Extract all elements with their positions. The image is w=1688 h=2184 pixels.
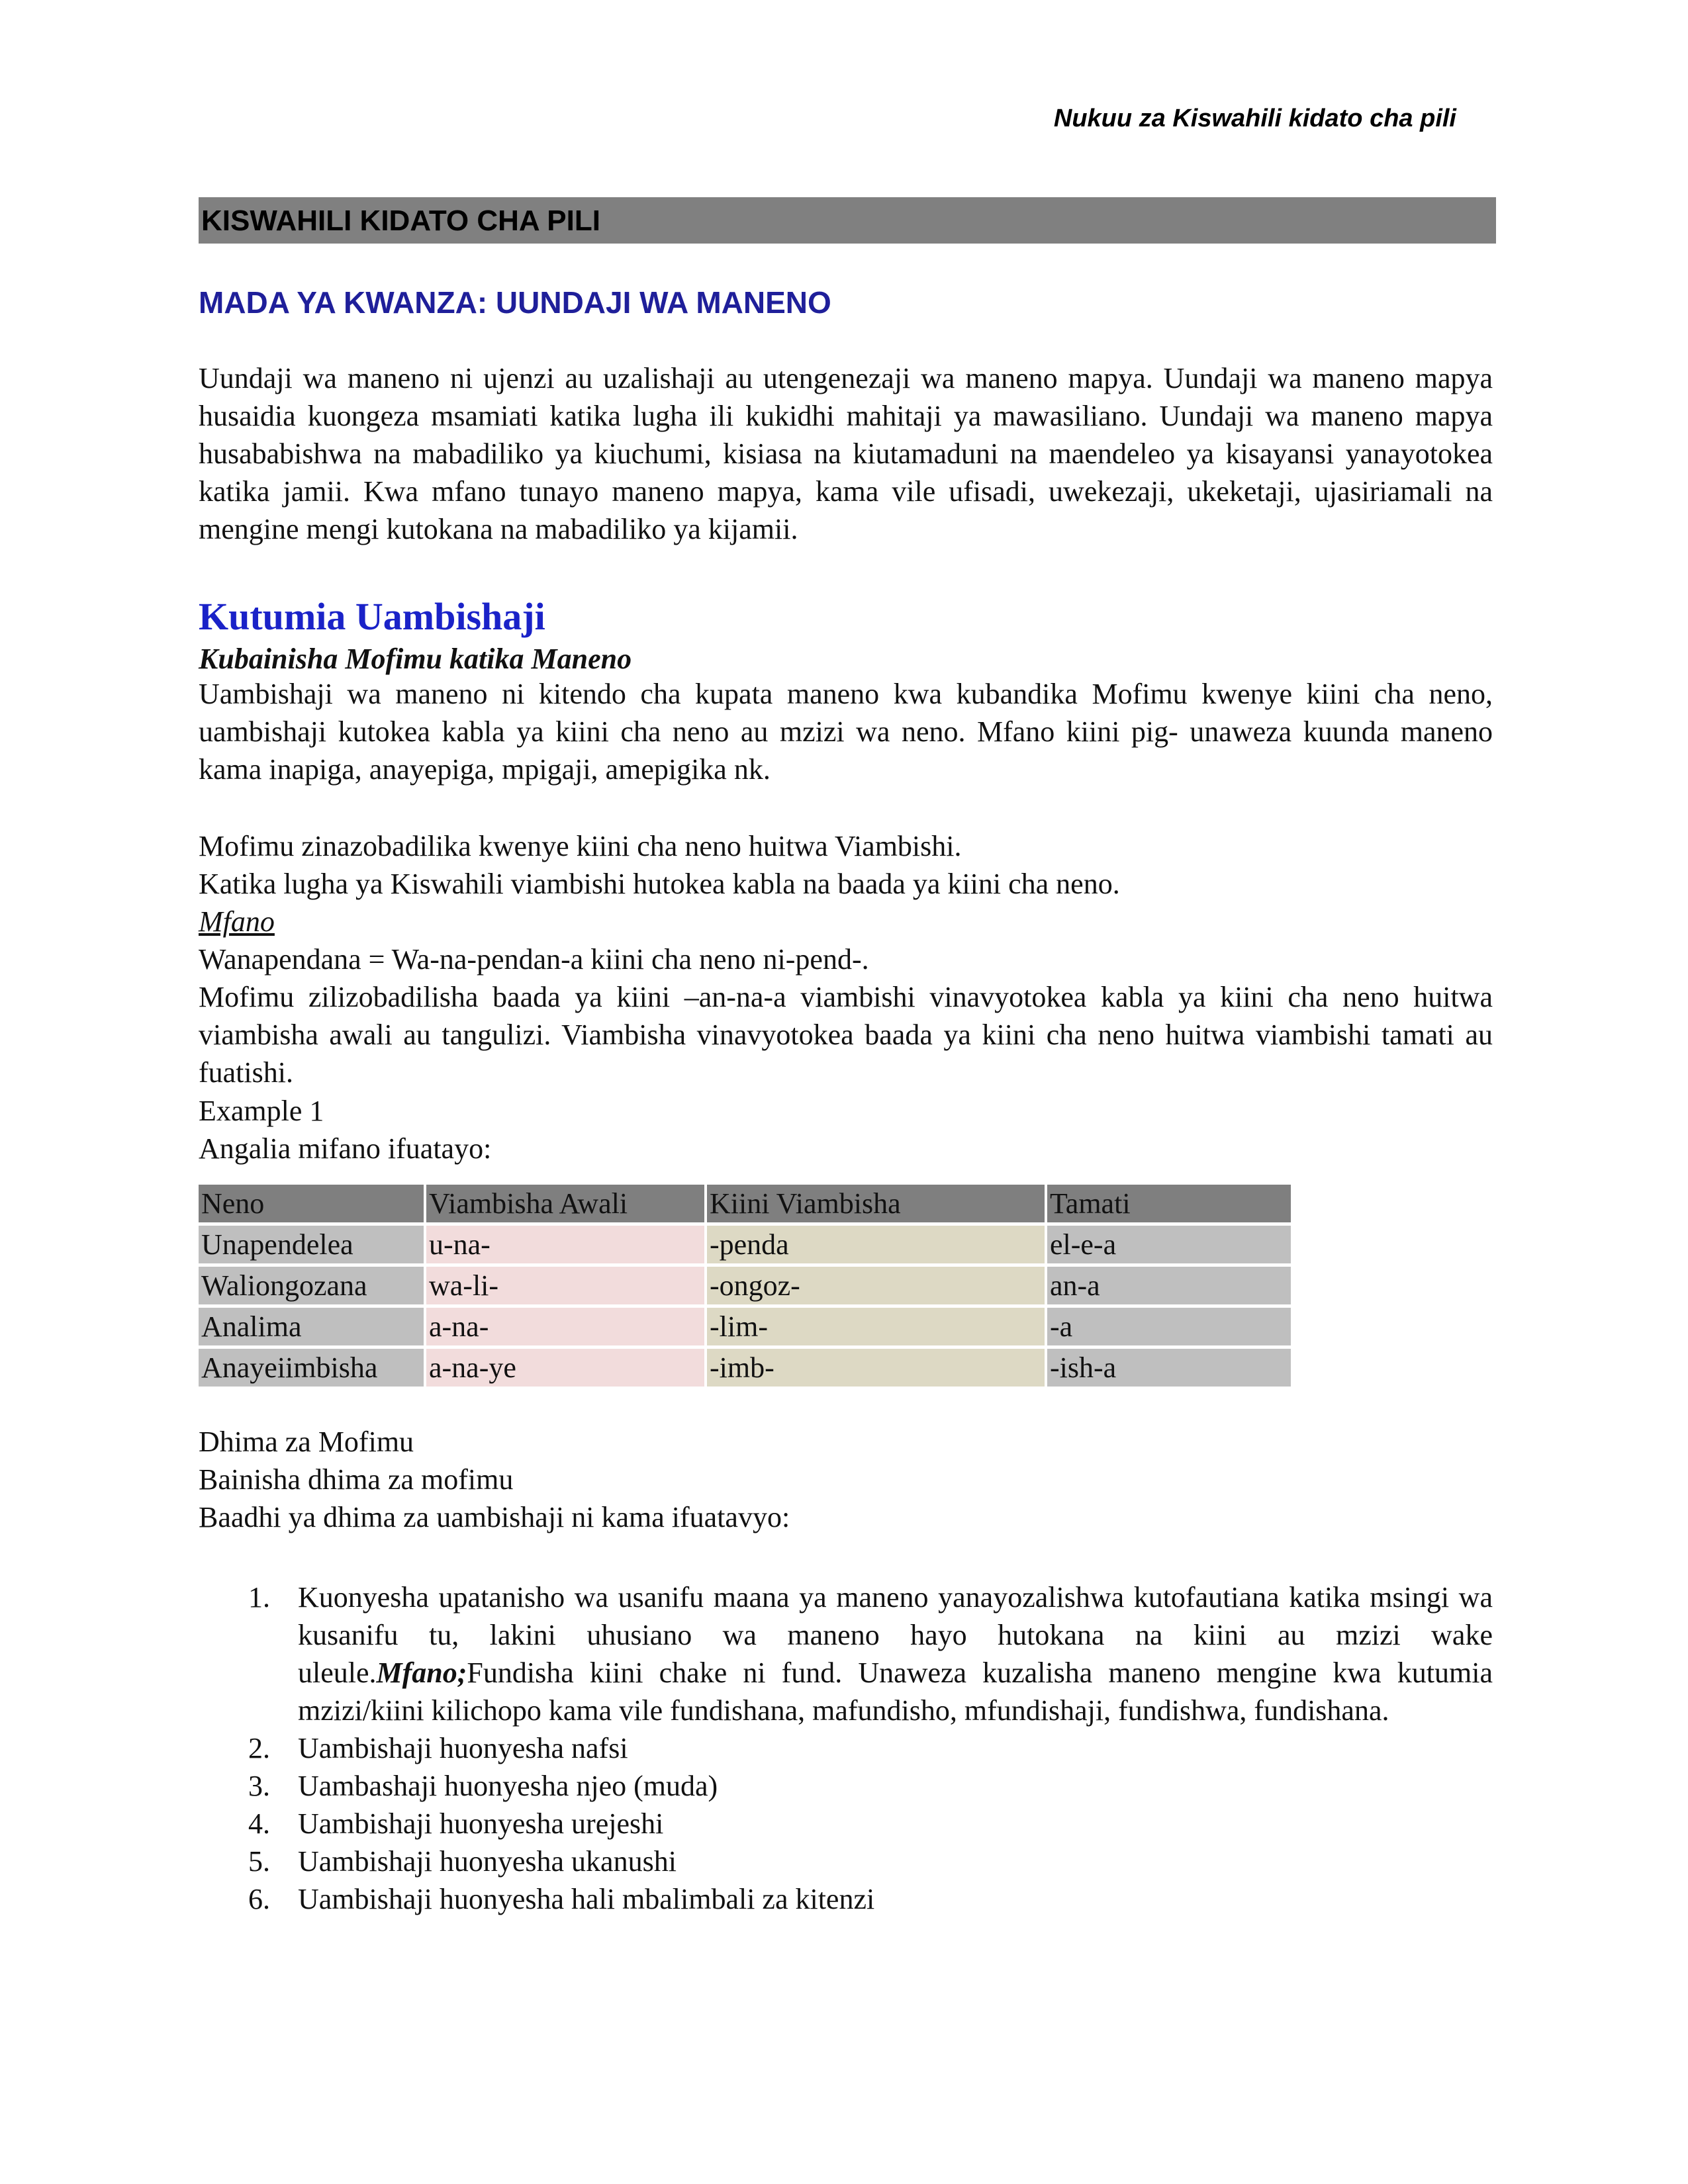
functions-list bbox=[199, 1578, 1493, 1918]
list-item bbox=[199, 1880, 1493, 1918]
list-number: 2. bbox=[248, 1732, 270, 1764]
table-cell: a-na-ye bbox=[426, 1349, 704, 1387]
angalia-line: Angalia mifano ifuatayo: bbox=[199, 1132, 492, 1165]
list-number: 6. bbox=[248, 1883, 270, 1915]
table-cell: -ish-a bbox=[1047, 1349, 1291, 1387]
mfano-label: Mfano bbox=[199, 905, 275, 938]
wanapendana-line: Wanapendana = Wa-na-pendan-a kiini cha neno ni-pend-. bbox=[199, 943, 869, 976]
list-item-text: Uambishaji huonyesha hali mbalimbali za kitenzi bbox=[298, 1883, 875, 1915]
morpheme-table bbox=[196, 1181, 1293, 1390]
list-item-text: Uambishaji huonyesha urejeshi bbox=[298, 1807, 664, 1840]
table-cell: -lim- bbox=[707, 1308, 1045, 1345]
list-number: 1. bbox=[248, 1581, 270, 1614]
mofimu-paragraph: Mofimu zilizobadilisha baada ya kiini –an-na-a viambishi vinavyotokea kabla ya kiini cha neno huitwa viambisha awali au tangulizi. Viambisha vinavyotokea baada ya kiini cha neno huitwa viambishi tamati au fuatishi. bbox=[199, 981, 1493, 1089]
list-item bbox=[199, 1578, 1493, 1729]
list-item-text: Fundisha kiini chake ni fund. Unaweza kuzalisha maneno mengine kwa kutumia mzizi/kiini kilichopo kama vile fundishana, mafundisho, mfundishaji, fundishwa, fundishana. bbox=[298, 1657, 1493, 1727]
table-cell: -imb- bbox=[707, 1349, 1045, 1387]
list-number: 3. bbox=[248, 1770, 270, 1802]
table-cell: Unapendelea bbox=[199, 1226, 424, 1263]
table-header-cell: Tamati bbox=[1047, 1185, 1291, 1222]
table-header-cell: Viambisha Awali bbox=[426, 1185, 704, 1222]
mfano-bold: Mfano; bbox=[376, 1657, 467, 1689]
viambishi-line: Mofimu zinazobadilika kwenye kiini cha neno huitwa Viambishi. bbox=[199, 830, 962, 862]
table-cell: a-na- bbox=[426, 1308, 704, 1345]
table-cell: Anayeiimbisha bbox=[199, 1349, 424, 1387]
table-cell: wa-li- bbox=[426, 1267, 704, 1304]
list-item-text: Kuonyesha upatanisho wa usanifu maana ya maneno yanayozalishwa kutofautiana katika msingi wa kusanifu tu, lakini uhusiano wa maneno hayo hutokana na kiini au mzizi wake uleule. bbox=[298, 1581, 1493, 1689]
list-item bbox=[199, 1843, 1493, 1880]
page-title: KISWAHILI KIDATO CHA PILI bbox=[199, 197, 1496, 244]
list-item bbox=[199, 1729, 1493, 1767]
table-row bbox=[199, 1267, 1291, 1304]
list-item-text: Uambashaji huonyesha njeo (muda) bbox=[298, 1770, 718, 1802]
list-item-text: Uambishaji huonyesha ukanushi bbox=[298, 1845, 677, 1878]
table-row bbox=[199, 1226, 1291, 1263]
list-item bbox=[199, 1767, 1493, 1805]
example-label: Example 1 bbox=[199, 1095, 324, 1127]
table-cell: u-na- bbox=[426, 1226, 704, 1263]
table-cell: an-a bbox=[1047, 1267, 1291, 1304]
intro-paragraph: Uundaji wa maneno ni ujenzi au uzalishaji au utengenezaji wa maneno mapya. Uundaji wa maneno mapya husaidia kuongeza msamiati katika lugha ili kukidhi mahitaji ya mawasiliano. Uundaji wa maneno mapya husababishwa na mabadiliko ya kiuchumi, kisiasa na kiutamaduni na maendeleo ya kisayansi yanayotokea katika jamii. Kwa mfano tunayo maneno mapya, kama vile ufisadi, uwekezaji, ukeketaji, ujasiriamali na mengine mengi kutokana na mabadiliko ya kijamii. bbox=[199, 362, 1493, 545]
uambishaji-paragraph: Uambishaji wa maneno ni kitendo cha kupata maneno kwa kubandika Mofimu kwenye kiini cha neno, uambishaji kutokea kabla ya kiini cha neno au mzizi wa neno. Mfano kiini pig- unaweza kuunda maneno kama inapiga, anayepiga, mpigaji, amepigika nk. bbox=[199, 678, 1493, 786]
table-cell: -ongoz- bbox=[707, 1267, 1045, 1304]
bainisha-line: Bainisha dhima za mofimu bbox=[199, 1463, 514, 1496]
list-number: 5. bbox=[248, 1845, 270, 1878]
baadhi-line: Baadhi ya dhima za uambishaji ni kama ifuatavyo: bbox=[199, 1501, 790, 1533]
sub-heading: Kubainisha Mofimu katika Maneno bbox=[199, 643, 632, 675]
list-item-text: Uambishaji huonyesha nafsi bbox=[298, 1732, 628, 1764]
table-cell: Waliongozana bbox=[199, 1267, 424, 1304]
table-cell: -a bbox=[1047, 1308, 1291, 1345]
table-row bbox=[199, 1349, 1291, 1387]
table-header-cell: Neno bbox=[199, 1185, 424, 1222]
table-cell: Analima bbox=[199, 1308, 424, 1345]
katika-line: Katika lugha ya Kiswahili viambishi hutokea kabla na baada ya kiini cha neno. bbox=[199, 868, 1120, 900]
topic-heading: MADA YA KWANZA: UUNDAJI WA MANENO bbox=[199, 285, 831, 320]
table-header-row bbox=[199, 1185, 1291, 1222]
section-heading: Kutumia Uambishaji bbox=[199, 595, 545, 638]
header-note: Nukuu za Kiswahili kidato cha pili bbox=[1053, 105, 1456, 132]
list-number: 4. bbox=[248, 1807, 270, 1840]
list-item bbox=[199, 1805, 1493, 1843]
table-cell: el-e-a bbox=[1047, 1226, 1291, 1263]
table-row bbox=[199, 1308, 1291, 1345]
table-cell: -penda bbox=[707, 1226, 1045, 1263]
dhima-title: Dhima za Mofimu bbox=[199, 1426, 414, 1458]
table-header-cell: Kiini Viambisha bbox=[707, 1185, 1045, 1222]
